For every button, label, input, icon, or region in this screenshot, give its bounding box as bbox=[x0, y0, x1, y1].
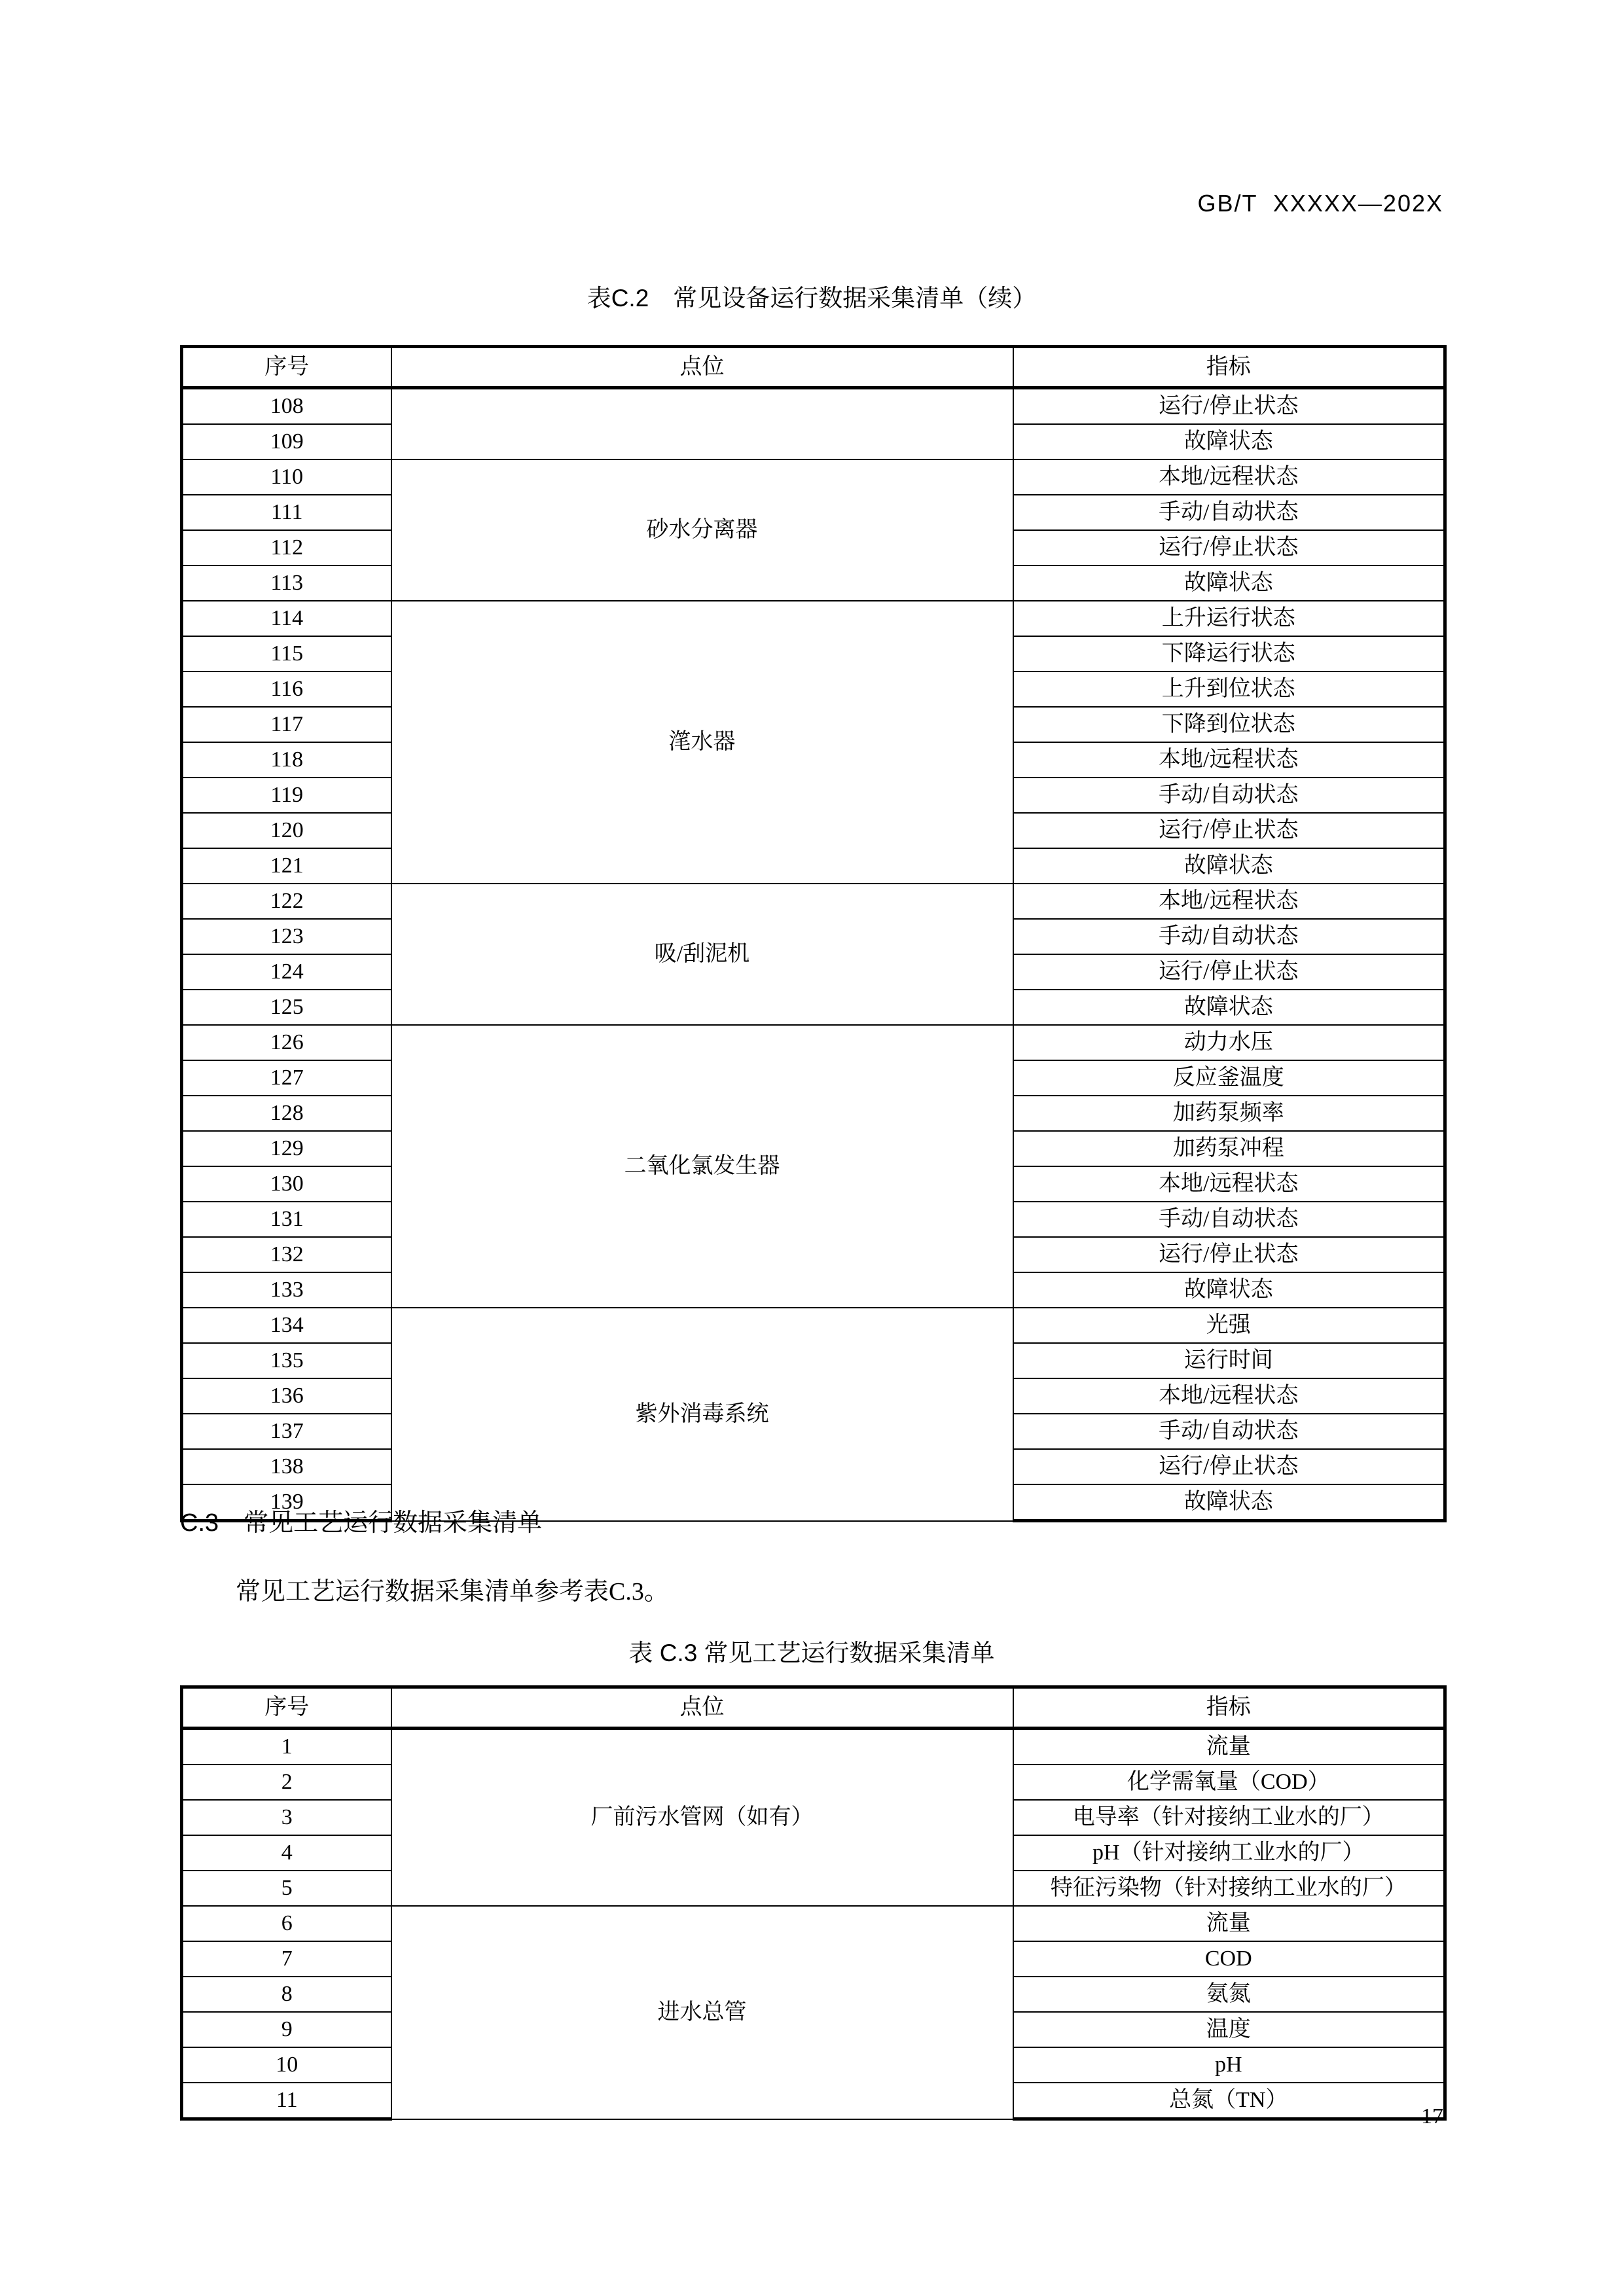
cell-seq: 135 bbox=[182, 1343, 391, 1378]
cell-seq: 114 bbox=[182, 601, 391, 636]
cell-seq: 116 bbox=[182, 672, 391, 707]
cell-index: 加药泵冲程 bbox=[1013, 1131, 1445, 1166]
cell-seq: 131 bbox=[182, 1202, 391, 1237]
cell-seq: 4 bbox=[182, 1835, 391, 1871]
column-header-point: 点位 bbox=[391, 1687, 1013, 1729]
cell-seq: 118 bbox=[182, 742, 391, 778]
cell-index: 故障状态 bbox=[1013, 424, 1445, 459]
cell-index: 运行/停止状态 bbox=[1013, 954, 1445, 990]
column-header-index: 指标 bbox=[1013, 347, 1445, 388]
section-c3-paragraph: 常见工艺运行数据采集清单参考表C.3。 bbox=[236, 1578, 669, 1605]
cell-index: 本地/远程状态 bbox=[1013, 742, 1445, 778]
table-row bbox=[182, 1308, 1445, 1343]
cell-index: 上升到位状态 bbox=[1013, 672, 1445, 707]
cell-index: 光强 bbox=[1013, 1308, 1445, 1343]
cell-index: 加药泵频率 bbox=[1013, 1096, 1445, 1131]
cell-seq: 136 bbox=[182, 1378, 391, 1414]
cell-seq: 11 bbox=[182, 2083, 391, 2119]
cell-seq: 5 bbox=[182, 1871, 391, 1906]
cell-index: 故障状态 bbox=[1013, 1272, 1445, 1308]
cell-seq: 130 bbox=[182, 1166, 391, 1202]
cell-point: 紫外消毒系统 bbox=[391, 1308, 1013, 1521]
cell-index: 运行/停止状态 bbox=[1013, 813, 1445, 848]
cell-index: 总氮（TN） bbox=[1013, 2083, 1445, 2119]
cell-index: 故障状态 bbox=[1013, 848, 1445, 884]
cell-seq: 109 bbox=[182, 424, 391, 459]
cell-seq: 110 bbox=[182, 459, 391, 495]
table-header-row bbox=[182, 1687, 1445, 1729]
cell-seq: 123 bbox=[182, 919, 391, 954]
column-header-point: 点位 bbox=[391, 347, 1013, 388]
cell-seq: 132 bbox=[182, 1237, 391, 1272]
cell-seq: 126 bbox=[182, 1025, 391, 1060]
cell-seq: 121 bbox=[182, 848, 391, 884]
cell-point: 进水总管 bbox=[391, 1906, 1013, 2119]
cell-seq: 3 bbox=[182, 1800, 391, 1835]
cell-seq: 134 bbox=[182, 1308, 391, 1343]
cell-seq: 133 bbox=[182, 1272, 391, 1308]
table-row bbox=[182, 459, 1445, 495]
running-header-standard-id: GB/T XXXXX—202X bbox=[1197, 190, 1443, 217]
cell-index: 反应釜温度 bbox=[1013, 1060, 1445, 1096]
cell-seq: 119 bbox=[182, 778, 391, 813]
table-row bbox=[182, 1025, 1445, 1060]
cell-index: 温度 bbox=[1013, 2012, 1445, 2047]
table-row bbox=[182, 884, 1445, 919]
cell-seq: 137 bbox=[182, 1414, 391, 1449]
cell-index: 故障状态 bbox=[1013, 990, 1445, 1025]
cell-index: 手动/自动状态 bbox=[1013, 1202, 1445, 1237]
cell-index: 流量 bbox=[1013, 1906, 1445, 1941]
column-header-seq: 序号 bbox=[182, 1687, 391, 1729]
cell-seq: 128 bbox=[182, 1096, 391, 1131]
cell-index: 手动/自动状态 bbox=[1013, 1414, 1445, 1449]
cell-seq: 138 bbox=[182, 1449, 391, 1484]
table-c3-body bbox=[182, 1729, 1445, 2119]
cell-seq: 9 bbox=[182, 2012, 391, 2047]
cell-seq: 108 bbox=[182, 388, 391, 425]
table-c3-caption: 表 C.3 常见工艺运行数据采集清单 bbox=[628, 1640, 995, 1666]
cell-point: 厂前污水管网（如有） bbox=[391, 1729, 1013, 1907]
table-row bbox=[182, 601, 1445, 636]
table-c2-caption: 表C.2 常见设备运行数据采集清单（续） bbox=[586, 285, 1037, 312]
cell-seq: 115 bbox=[182, 636, 391, 672]
cell-index: 故障状态 bbox=[1013, 565, 1445, 601]
cell-index: 本地/远程状态 bbox=[1013, 1166, 1445, 1202]
cell-index: 故障状态 bbox=[1013, 1484, 1445, 1521]
page-number: 17 bbox=[1421, 2104, 1443, 2128]
cell-seq: 125 bbox=[182, 990, 391, 1025]
cell-index: 上升运行状态 bbox=[1013, 601, 1445, 636]
section-heading-c3: C.3 常见工艺运行数据采集清单 bbox=[180, 1509, 543, 1537]
cell-index: pH bbox=[1013, 2047, 1445, 2083]
cell-seq: 112 bbox=[182, 530, 391, 565]
table-row bbox=[182, 1729, 1445, 1765]
column-header-seq: 序号 bbox=[182, 347, 391, 388]
table-row bbox=[182, 1906, 1445, 1941]
cell-index: 本地/远程状态 bbox=[1013, 459, 1445, 495]
cell-seq: 120 bbox=[182, 813, 391, 848]
cell-index: COD bbox=[1013, 1941, 1445, 1977]
cell-point: 二氧化氯发生器 bbox=[391, 1025, 1013, 1308]
cell-seq: 10 bbox=[182, 2047, 391, 2083]
cell-seq: 117 bbox=[182, 707, 391, 742]
table-row bbox=[182, 388, 1445, 425]
table-c2-body bbox=[182, 388, 1445, 1521]
cell-index: 运行/停止状态 bbox=[1013, 1449, 1445, 1484]
cell-index: 流量 bbox=[1013, 1729, 1445, 1765]
cell-point: 砂水分离器 bbox=[391, 459, 1013, 601]
cell-index: 运行/停止状态 bbox=[1013, 530, 1445, 565]
cell-seq: 7 bbox=[182, 1941, 391, 1977]
cell-index: pH（针对接纳工业水的厂） bbox=[1013, 1835, 1445, 1871]
table-c3 bbox=[180, 1685, 1447, 2121]
cell-seq: 129 bbox=[182, 1131, 391, 1166]
table-c3-head bbox=[182, 1687, 1445, 1729]
cell-index: 手动/自动状态 bbox=[1013, 495, 1445, 530]
cell-seq: 127 bbox=[182, 1060, 391, 1096]
cell-seq: 6 bbox=[182, 1906, 391, 1941]
cell-index: 运行时间 bbox=[1013, 1343, 1445, 1378]
cell-index: 本地/远程状态 bbox=[1013, 884, 1445, 919]
cell-index: 运行/停止状态 bbox=[1013, 1237, 1445, 1272]
cell-index: 运行/停止状态 bbox=[1013, 388, 1445, 425]
cell-seq: 139 bbox=[182, 1484, 391, 1521]
cell-point: 吸/刮泥机 bbox=[391, 884, 1013, 1025]
column-header-index: 指标 bbox=[1013, 1687, 1445, 1729]
cell-index: 化学需氧量（COD） bbox=[1013, 1765, 1445, 1800]
cell-index: 特征污染物（针对接纳工业水的厂） bbox=[1013, 1871, 1445, 1906]
cell-seq: 113 bbox=[182, 565, 391, 601]
cell-seq: 122 bbox=[182, 884, 391, 919]
table-header-row bbox=[182, 347, 1445, 388]
cell-seq: 1 bbox=[182, 1729, 391, 1765]
cell-seq: 2 bbox=[182, 1765, 391, 1800]
table-c2 bbox=[180, 345, 1447, 1522]
cell-seq: 124 bbox=[182, 954, 391, 990]
cell-index: 手动/自动状态 bbox=[1013, 919, 1445, 954]
cell-seq: 8 bbox=[182, 1977, 391, 2012]
cell-index: 氨氮 bbox=[1013, 1977, 1445, 2012]
cell-index: 下降运行状态 bbox=[1013, 636, 1445, 672]
table-c2-head bbox=[182, 347, 1445, 388]
cell-index: 下降到位状态 bbox=[1013, 707, 1445, 742]
cell-seq: 111 bbox=[182, 495, 391, 530]
cell-point: 滗水器 bbox=[391, 601, 1013, 884]
cell-point bbox=[391, 388, 1013, 460]
cell-index: 本地/远程状态 bbox=[1013, 1378, 1445, 1414]
cell-index: 手动/自动状态 bbox=[1013, 778, 1445, 813]
cell-index: 电导率（针对接纳工业水的厂） bbox=[1013, 1800, 1445, 1835]
cell-index: 动力水压 bbox=[1013, 1025, 1445, 1060]
